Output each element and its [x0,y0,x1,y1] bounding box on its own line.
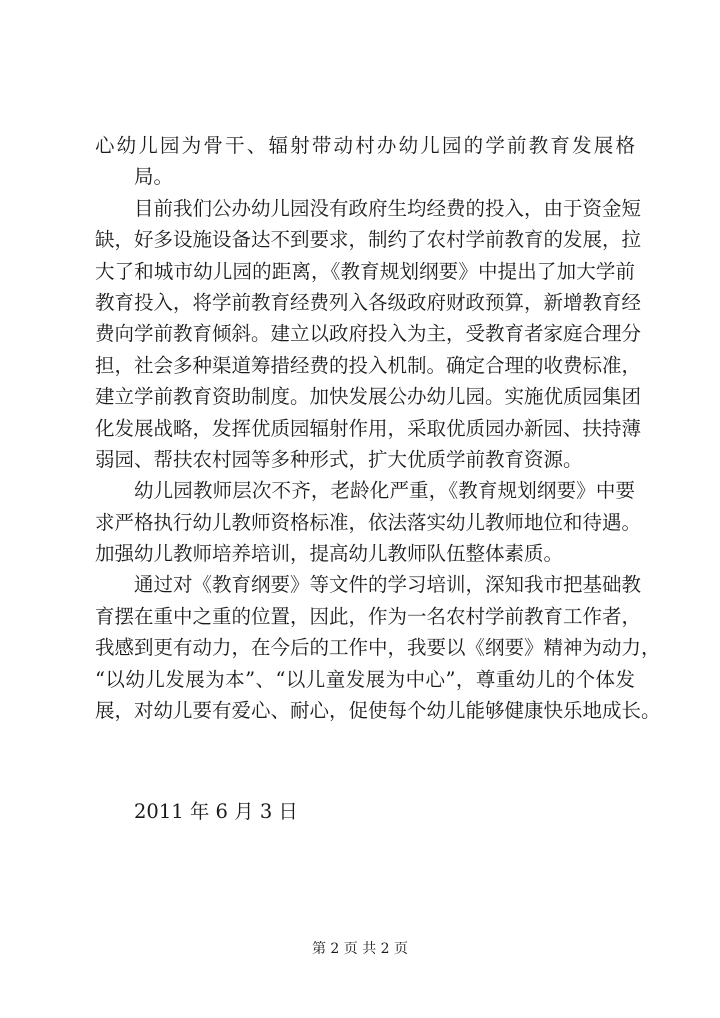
text-line: 化发展战略，发挥优质园辐射作用，采取优质园办新园、扶持薄 [95,416,642,440]
text-line: 展，对幼儿要有爱心、耐心，促使每个幼儿能够健康快乐地成长。 [95,699,661,723]
text-line: 建立学前教育资助制度。加快发展公办幼儿园。实施优质园集团 [95,385,642,409]
page-number-footer: 第 2 页 共 2 页 [311,941,409,957]
text-line: 大了和城市幼儿园的距离，《教育规划纲要》中提出了加大学前 [95,259,635,283]
text-line: 心幼儿园为骨干、辐射带动村办幼儿园的学前教育发展格 [95,134,635,157]
text-line: 局。 [134,165,174,189]
text-line: 教育投入，将学前教育经费列入各级政府财政预算，新增教育经 [95,290,642,314]
paragraph-start-line: 幼儿园教师层次不齐，老龄化严重，《教育规划纲要》中要 [134,479,635,503]
text-line: 求严格执行幼儿教师资格标准，依法落实幼儿教师地位和待遇。 [95,510,642,534]
text-line: “以幼儿发展为本”、“以儿童发展为中心”，尊重幼儿的个体发 [95,667,635,691]
paragraph-start-line: 通过对《教育纲要》等文件的学习培训，深知我市把基础教 [134,573,642,597]
text-line: 弱园、帮扶农村园等多种形式，扩大优质学前教育资源。 [95,447,583,471]
text-line: 我感到更有动力，在今后的工作中，我要以《纲要》精神为动力， [95,636,661,660]
text-line: 加强幼儿教师培养培训，提高幼儿教师队伍整体素质。 [95,542,564,566]
text-line: 缺，好多设施设备达不到要求，制约了农村学前教育的发展，拉 [95,228,642,252]
document-date: 2011 年 6 月 3 日 [134,800,298,823]
text-line: 费向学前教育倾斜。建立以政府投入为主，受教育者家庭合理分 [95,322,642,346]
paragraph-start-line: 目前我们公办幼儿园没有政府生均经费的投入，由于资金短 [134,196,642,220]
text-line: 育摆在重中之重的位置，因此，作为一名农村学前教育工作者， [95,604,642,628]
text-line: 担，社会多种渠道筹措经费的投入机制。确定合理的收费标准， [95,353,642,377]
body-text [95,130,661,726]
